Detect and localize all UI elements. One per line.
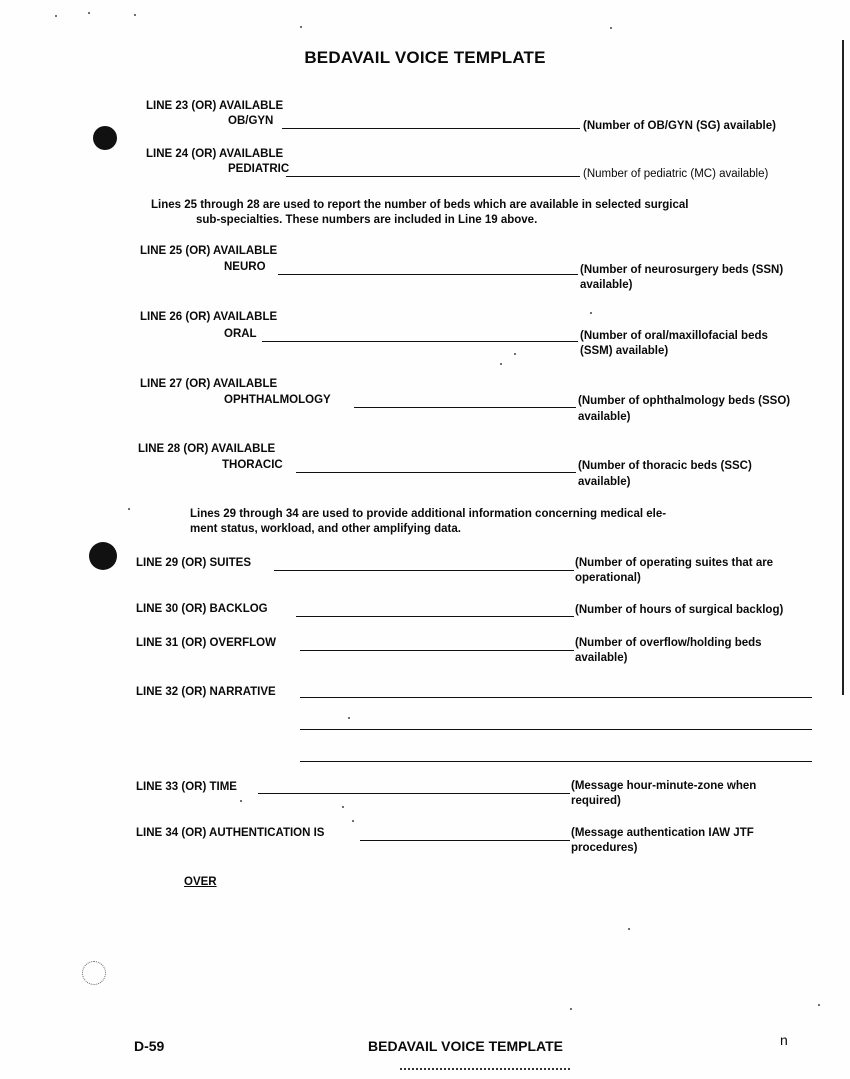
line-28-desc-1: (Number of thoracic beds (SSC): [578, 460, 752, 472]
line-30-blank: [296, 616, 574, 617]
line-24-blank: [286, 176, 580, 177]
line-33-blank: [258, 793, 570, 794]
line-25-label: LINE 25 (OR) AVAILABLE: [140, 245, 278, 257]
line-26-label: LINE 26 (OR) AVAILABLE: [140, 311, 278, 323]
footer-page-number: D-59: [134, 1038, 165, 1054]
line-23-sub: OB/GYN: [228, 115, 274, 127]
line-27-blank: [354, 407, 576, 408]
line-26-desc-1: (Number of oral/maxillofacial beds: [580, 330, 768, 342]
punch-hole-middle: [89, 542, 117, 570]
line-29-desc-1: (Number of operating suites that are: [575, 557, 774, 569]
line-25-desc-2: available): [580, 279, 633, 291]
line-25-blank: [278, 274, 578, 275]
scan-speck: [570, 1008, 572, 1010]
line-25-sub: NEURO: [224, 261, 266, 273]
line-34-desc-2: procedures): [571, 842, 638, 854]
scan-speck: [628, 928, 630, 930]
punch-hole-top: [93, 126, 117, 150]
line-32-blank-1: [300, 697, 812, 698]
line-33-desc-2: required): [571, 795, 621, 807]
line-24-desc: (Number of pediatric (MC) available): [583, 168, 769, 180]
line-23-blank: [282, 128, 580, 129]
line-24-label: LINE 24 (OR) AVAILABLE: [146, 148, 284, 160]
line-28-sub: THORACIC: [222, 459, 283, 471]
paragraph-25-28-line-2: sub-specialties. These numbers are included in Line 19 above.: [196, 214, 538, 226]
line-27-sub: OPHTHALMOLOGY: [224, 394, 331, 406]
line-23-label: LINE 23 (OR) AVAILABLE: [146, 100, 284, 112]
line-26-desc-2: (SSM) available): [580, 345, 669, 357]
over-label: OVER: [184, 876, 217, 888]
line-27-label: LINE 27 (OR) AVAILABLE: [140, 378, 278, 390]
line-29-blank: [274, 570, 574, 571]
line-28-desc-2: available): [578, 476, 631, 488]
scan-speck: [134, 14, 136, 16]
line-26-blank: [262, 341, 578, 342]
punch-hole-bottom: [82, 961, 106, 985]
scan-speck: [352, 820, 354, 822]
line-25-desc-1: (Number of neurosurgery beds (SSN): [580, 264, 784, 276]
scan-speck: [500, 363, 502, 365]
paragraph-25-28-line-1: Lines 25 through 28 are used to report the number of beds which are available in selected surgical: [151, 199, 689, 211]
paragraph-29-34-line-1: Lines 29 through 34 are used to provide additional information concerning medical ele-: [190, 508, 667, 520]
scan-speck: [342, 806, 344, 808]
line-32-blank-3: [300, 761, 812, 762]
footer-cutoff-line: [400, 1060, 570, 1079]
line-31-label: LINE 31 (OR) OVERFLOW: [136, 637, 276, 649]
line-31-blank: [300, 650, 574, 651]
line-29-label: LINE 29 (OR) SUITES: [136, 557, 252, 569]
line-31-desc-1: (Number of overflow/holding beds: [575, 637, 762, 649]
scan-speck: [88, 12, 90, 14]
line-33-desc-1: (Message hour-minute-zone when: [571, 780, 757, 792]
line-32-label: LINE 32 (OR) NARRATIVE: [136, 686, 276, 698]
line-28-label: LINE 28 (OR) AVAILABLE: [138, 443, 276, 455]
footer-corner-mark: n: [780, 1032, 788, 1048]
scan-speck: [818, 1004, 820, 1006]
line-33-label: LINE 33 (OR) TIME: [136, 781, 237, 793]
paragraph-29-34-line-2: ment status, workload, and other amplifying data.: [190, 523, 461, 535]
line-24-sub: PEDIATRIC: [228, 163, 290, 175]
line-26-sub: ORAL: [224, 328, 257, 340]
scan-speck: [128, 508, 130, 510]
scan-speck: [348, 717, 350, 719]
line-29-desc-2: operational): [575, 572, 641, 584]
page-title: BEDAVAIL VOICE TEMPLATE: [304, 48, 546, 67]
line-28-blank: [296, 472, 576, 473]
scan-speck: [55, 15, 57, 17]
line-30-label: LINE 30 (OR) BACKLOG: [136, 603, 268, 615]
scan-speck: [240, 800, 242, 802]
line-34-blank: [360, 840, 570, 841]
scan-speck: [514, 353, 516, 355]
line-23-desc: (Number of OB/GYN (SG) available): [583, 120, 776, 132]
line-30-desc: (Number of hours of surgical backlog): [575, 604, 784, 616]
line-27-desc-1: (Number of ophthalmology beds (SSO): [578, 395, 791, 407]
scan-speck: [300, 26, 302, 28]
line-34-label: LINE 34 (OR) AUTHENTICATION IS: [136, 827, 325, 839]
scan-speck: [590, 312, 592, 314]
footer-title: BEDAVAIL VOICE TEMPLATE: [368, 1038, 563, 1054]
line-31-desc-2: available): [575, 652, 628, 664]
scan-speck: [610, 27, 612, 29]
line-34-desc-1: (Message authentication IAW JTF: [571, 827, 754, 839]
page-edge-bar: [842, 40, 844, 695]
line-27-desc-2: available): [578, 411, 631, 423]
line-32-blank-2: [300, 729, 812, 730]
